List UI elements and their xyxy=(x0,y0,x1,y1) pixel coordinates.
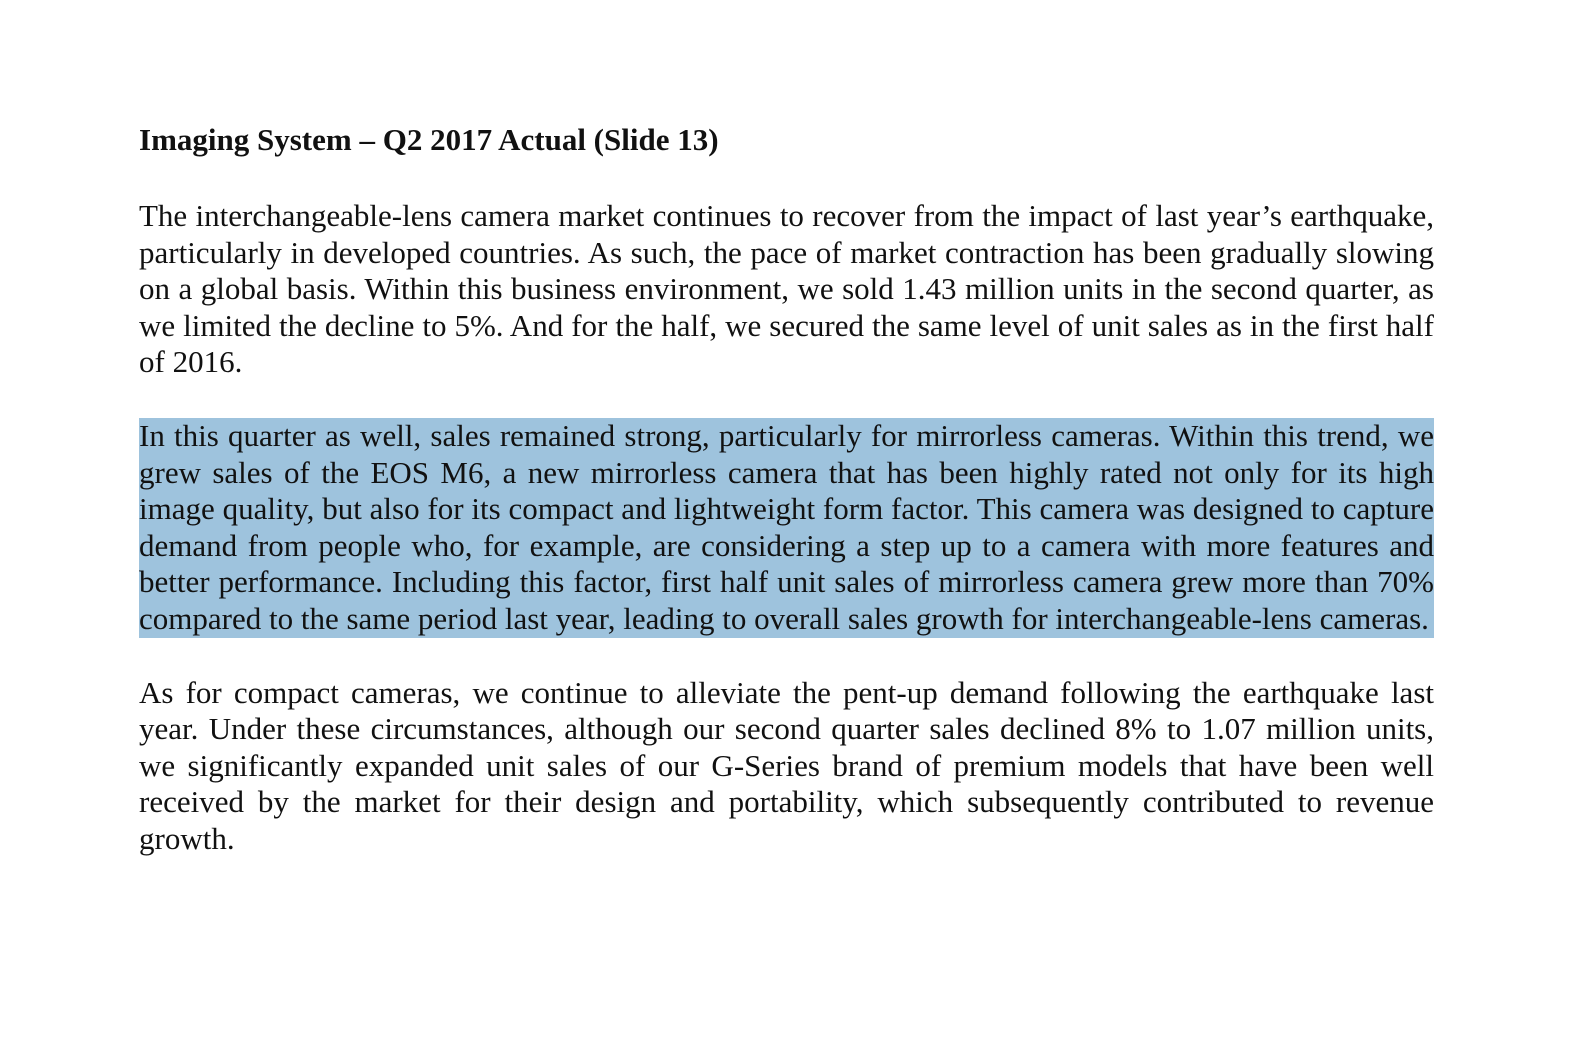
paragraph-interchangeable-lens[interactable]: The interchangeable-lens camera market continues to recover from the impact of last year’s earthquake, particularly in developed countries. As such, the pace of market contraction has been gradually slowing on a global basis. Within this business environment, we sold 1.43 million units in the second quarter, as we limited the decline to 5%. And for the half, we secured the same level of unit sales as in the first half of 2016. xyxy=(139,198,1434,380)
paragraph-compact-cameras[interactable]: As for compact cameras, we continue to alleviate the pent-up demand following the earthquake last year. Under these circumstances, although our second quarter sales declined 8% to 1.07 million units, we significantly expanded unit sales of our G-Series brand of premium models that have been well received by the market for their design and portability, which subsequently contributed to revenue growth. xyxy=(139,674,1434,856)
paragraph-mirrorless-selected[interactable]: In this quarter as well, sales remained strong, particularly for mirrorless cameras. Within this trend, we grew sales of the EOS M6, a new mirrorless camera that has been highly rated not only for its high image quality, but also for its compact and lightweight form factor. This camera was designed to capture demand from people who, for example, are considering a step up to a camera with more features and better performance. Including this factor, first half unit sales of mirrorless camera grew more than 70% compared to the same period last year, leading to overall sales growth for interchangeable-lens cameras. xyxy=(139,417,1434,636)
document-body xyxy=(139,120,1434,895)
section-heading: Imaging System – Q2 2017 Actual (Slide 13) xyxy=(139,122,719,157)
